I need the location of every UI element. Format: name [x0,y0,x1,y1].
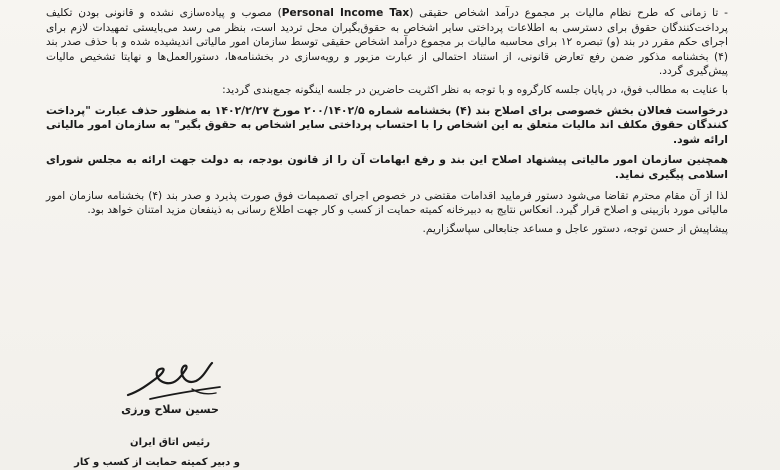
paragraph-tax-concern [46,6,728,79]
paragraph-meeting-summary: با عنایت به مطالب فوق، در پایان جلسه کارگروه و با توجه به نظر اکثریت حاضرین در جلسه اینگونه جمع‌بندی گردید: [222,83,728,96]
signature-block [74,355,240,470]
signatory-title: رئیس اتاق ایران [130,437,210,448]
signatory-name: حسین سلاح ورزی [121,403,219,416]
paragraph-budget-law-followup: همچنین سازمان امور مالیاتی پیشنهاد اصلاح این بند و رفع ابهامات آن را از قانون بودجه، به دولت جهت ارائه به مجلس شورای اسلامی پیگیری نماید. [46,153,728,181]
paragraph-closing-thanks: پیشاپیش از حسن توجه، دستور عاجل و مساعد جنابعالی سپاسگزاریم. [422,222,728,235]
handwritten-signature [120,355,230,403]
signatory-secondary-title: و دبیر کمیته حمایت از کسب و کار [74,457,240,468]
paragraph-tax-concern-part2: ) مصوب و پیاده‌سازی نشده و قانونی بودن تکلیف پرداخت‌کنندگان حقوق برای دسترسی به اطلاعات پرداختی سایر اشخاص به حقوق‌بگیران محل تردید است، بنظر می رسد می‌بایستی تمهیدات لازم برای اجرای حکم مقرر در بند (و) تبصره ۱۲ برای محاسبه مالیات بر مجموع درآمد اشخاص حقیقی توسط سازمان امور مالیاتی اندیشیده شده و با حذف صدر بند (۴) بخشنامه مذکور ضمن رفع تعارض قانونی، از استناد احتمالی از عبارت مزبور و رویه‌سازی در بخشنامه‌ها، دستورالعمل‌ها و نهایتا تشخیص مالیات پیش‌گیری گردد. [46,7,728,78]
letter-body [46,6,728,236]
paragraph-request-to-authority: لذا از آن مقام محترم تقاضا می‌شود دستور فرمایید اقدامات مقتضی در خصوص اجرای تصمیمات فوق صورت پذیرد و صدر بند (۴) بخشنامه سازمان امور مالیاتی مورد بازبینی و اصلاح قرار گیرد. انعکاس نتایج به دبیرخانه کمیته حمایت از کسب و کار جهت اطلاع رسانی به ذینفعان مزید امتنان خواهد بود. [46,189,728,217]
paragraph-tax-concern-part1: - تا زمانی که طرح نظام مالیات بر مجموع درآمد اشخاص حقیقی ( [409,7,728,19]
paragraph-amendment-request: درخواست فعالان بخش خصوصی برای اصلاح بند (۴) بخشنامه شماره ۲۰۰/۱۴۰۲/۵ مورخ ۱۴۰۲/۲/۲۷ به منظور حذف عبارت "پرداخت کنندگان حقوق مکلف اند مالیات متعلق به این اشخاص را با احتساب پرداختی سایر اشخاص به حقوق بگیر" به سازمان امور مالیاتی ارائه شود. [46,103,729,146]
personal-income-tax-term: Personal Income Tax [281,7,410,19]
